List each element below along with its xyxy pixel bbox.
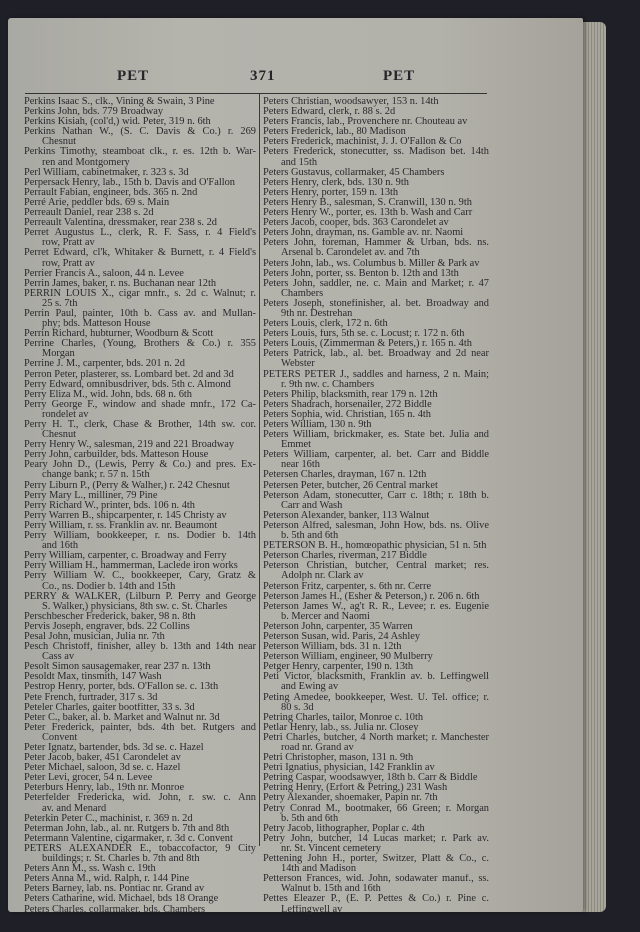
entry-continuation-line: Emmet [281, 440, 312, 451]
entry-continuation-line: 9th nr. Destrehan [281, 308, 353, 319]
directory-entry [24, 693, 256, 703]
entry-continuation-line: b. Mercer and Naomi [281, 611, 370, 622]
directory-entry [24, 743, 256, 753]
column-divider [259, 94, 260, 846]
entry-line: Peters Barney, lab. ns. Pontiac nr. Grand av [24, 884, 205, 895]
entry-line: Petring Caspar, woodsawyer, 18th b. Carr & Biddle [263, 773, 478, 784]
directory-entry [263, 793, 489, 803]
directory-entry [263, 168, 489, 178]
entry-continuation-line: Co., ns. Dodier b. 14th and 15th [42, 581, 176, 592]
entry-line: Perschbescher Frederick, baker, 98 n. 8th [24, 611, 196, 622]
entry-continuation-line: Morgan [42, 349, 75, 360]
directory-entry [24, 208, 256, 218]
entry-line: Pesal John, musician, Julia nr. 7th [24, 631, 165, 642]
entry-line: Peters Edward, clerk, r. 88 s. 2d [263, 107, 396, 118]
directory-entry [24, 783, 256, 793]
directory-entry [263, 127, 489, 137]
directory-entry [24, 329, 256, 339]
entry-line: Petry Jacob, lithographer, Poplar c. 4th [263, 823, 425, 834]
directory-entry [263, 400, 489, 410]
directory-entry [263, 662, 489, 672]
entry-line: Peterson William, engineer, 90 Mulberry [263, 652, 433, 663]
entry-line: Petri Christopher, mason, 131 n. 9th [263, 753, 414, 764]
directory-entry [24, 662, 256, 672]
entry-line: Perrin Paul, painter, 10th b. Cass av. and Mullan- [24, 308, 256, 319]
directory-entry [24, 248, 256, 268]
directory-entry [263, 481, 489, 491]
directory-entry [263, 834, 489, 854]
entry-line: Petry Conrad M., bootmaker, 66 Green; r. Morgan [263, 803, 489, 814]
directory-entry [263, 147, 489, 167]
entry-continuation-line: 14th and Madison [281, 864, 357, 875]
entry-line: Peti Victor, blacksmith, Franklin av. b. Leffingwell [263, 672, 489, 683]
entry-line: Perry William, carpenter, c. Broadway and Ferry [24, 551, 227, 562]
directory-entry [24, 218, 256, 228]
entry-line: Perrin Richard, hubturner, Woodburn & Scott [24, 329, 214, 340]
entry-line: Perkins John, bds. 779 Broadway [24, 107, 164, 118]
directory-entry [24, 824, 256, 834]
directory-entry [263, 773, 489, 783]
page-number: 371 [250, 68, 276, 84]
entry-line: Perry Edward, omnibusdriver, bds. 5th c. Almond [24, 379, 231, 390]
header-rule [25, 93, 487, 94]
directory-entry [263, 198, 489, 208]
entry-continuation-line: S. Walker,) physicians, 8th sw. c. St. Charles [42, 601, 228, 612]
directory-entry [24, 178, 256, 188]
directory-entry [24, 531, 256, 551]
entry-line: Petring Henry, (Erfort & Petring,) 231 Wash [263, 783, 448, 794]
entry-line: Peterson William, bds. 31 n. 12th [263, 642, 402, 653]
directory-entry [263, 763, 489, 773]
directory-entry [24, 450, 256, 460]
directory-entry [263, 299, 489, 319]
entry-line: Perreault Valentina, dressmaker, rear 238 s. 2d [24, 218, 217, 229]
entry-line: Peterson John, carpenter, 35 Warren [263, 621, 413, 632]
entry-continuation-line: phy; bds. Matteson House [42, 319, 151, 330]
entry-line: Perret Augustus L., clerk, R. F. Sass, r. 4 Field's [24, 228, 256, 239]
entry-line: Peter Michael, saloon, 3d se. c. Hazel [24, 763, 181, 774]
directory-entry [24, 289, 256, 309]
directory-entry [263, 430, 489, 450]
entry-continuation-line: Webster [281, 359, 315, 370]
directory-entry [263, 723, 489, 733]
entry-continuation-line: Chambers [281, 288, 324, 299]
directory-entry [263, 420, 489, 430]
directory-entry [24, 551, 256, 561]
directory-entry [24, 279, 256, 289]
entry-line: Perry William, r. ss. Franklin av. nr. Beaumont [24, 520, 218, 531]
entry-continuation-line: 25 s. 7th [42, 298, 78, 309]
directory-entry [24, 561, 256, 571]
directory-entry [263, 259, 489, 269]
header-left-word: PET [117, 68, 150, 84]
directory-entry [24, 501, 256, 511]
entry-line: Peter C., baker, al. b. Market and Walnut nr. 3d [24, 712, 220, 723]
directory-entry [263, 370, 489, 390]
directory-entry [263, 319, 489, 329]
directory-entry [263, 632, 489, 642]
entry-continuation-line: near 16th [281, 460, 320, 471]
entry-line: Perry Mary L., milliner, 79 Pine [24, 490, 158, 501]
entry-continuation-line: change bank; r. 57 n. 15th [42, 470, 150, 481]
directory-entry [24, 117, 256, 127]
entry-line: PETERS ALEXANDER E., tobaccofactor, 9 City [24, 843, 256, 854]
entry-line: Peterson Adam, stonecutter, Carr c. 18th; r. 18th b. [263, 490, 489, 501]
directory-entry [263, 804, 489, 824]
directory-entry [24, 622, 256, 632]
directory-entry [24, 723, 256, 743]
entry-line: PETERSON B. H., homœopathic physician, 51 n. 5th [263, 541, 487, 552]
directory-entry [263, 470, 489, 480]
entry-line: Petermann Valentine, cigarmaker, r. 3d c. Convent [24, 833, 233, 844]
directory-entry [24, 481, 256, 491]
directory-entry [263, 390, 489, 400]
entry-continuation-line: and Ewing av [281, 682, 339, 693]
entry-line: Peterburs Henry, lab., 19th nr. Monroe [24, 783, 185, 794]
directory-entry [263, 652, 489, 662]
directory-entry [263, 713, 489, 723]
directory-entry [24, 642, 256, 662]
directory-entry [24, 844, 256, 864]
entry-line: Perkins Nathan W., (S. C. Davis & Co.) r. 269 [24, 127, 256, 138]
entry-line: Peterson Susan, wid. Paris, 24 Ashley [263, 631, 421, 642]
directory-entry [24, 773, 256, 783]
entry-line: Peteler Charles, gaiter bootfitter, 33 s. 3d [24, 702, 195, 713]
entry-line: Peters Henry W., porter, es. 13th b. Wash and Carr [263, 208, 473, 219]
entry-line: Perreault Daniel, rear 238 s. 2d [24, 208, 154, 219]
directory-entry [24, 188, 256, 198]
entry-continuation-line: nr. St. Vincent cemetery [281, 843, 381, 854]
entry-continuation-line: b. 5th and 6th [281, 531, 339, 542]
entry-line: Petry John, butcher, 14 Lucas market; r. Park av. [263, 833, 489, 844]
directory-entry [24, 713, 256, 723]
entry-line: Peting Amedee, bookkeeper, West. U. Tel. office; r. [263, 692, 489, 703]
directory-entry [24, 753, 256, 763]
entry-line: Peters John, lab., ws. Columbus b. Miller & Park av [263, 258, 480, 269]
entry-line: Peters Henry B., salesman, S. Cranwill, 130 n. 9th [263, 197, 472, 208]
directory-entry [263, 894, 489, 914]
entry-continuation-line: Leffingwell av [281, 904, 343, 915]
entry-line: Perry H. T., clerk, Chase & Brother, 14th sw. cor. [24, 420, 256, 430]
directory-entry [263, 602, 489, 622]
entry-line: Perry William, bookkeeper, r. ns. Dodier b. 14th [24, 531, 256, 542]
right-column [263, 97, 489, 915]
entry-continuation-line: Chesnut [42, 137, 77, 148]
directory-entry [24, 703, 256, 713]
directory-entry [263, 117, 489, 127]
entry-continuation-line: rondelet av [42, 409, 89, 420]
entry-line: PERRY & WALKER, (Lilburn P. Perry and George [24, 591, 256, 602]
entry-line: Peters Shadrach, horsenailer, 272 Biddle [263, 399, 432, 410]
header-right-word: PET [383, 68, 416, 84]
directory-entry [24, 672, 256, 682]
directory-entry [24, 460, 256, 480]
entry-line: Pesoldt Max, tinsmith, 147 Wash [24, 672, 162, 683]
directory-entry [24, 511, 256, 521]
directory-entry [263, 208, 489, 218]
entry-line: Peters Sophia, wid. Christian, 165 n. 4th [263, 409, 431, 420]
entry-continuation-line: buildings; r. St. Charles b. 7th and 8th [42, 854, 200, 865]
entry-line: PERRIN LOUIS X., cigar mnfr., s. 2d c. Walnut; r. [24, 288, 256, 299]
directory-entry [24, 228, 256, 248]
entry-continuation-line: b. 5th and 6th [281, 813, 339, 824]
directory-entry [263, 178, 489, 188]
directory-entry [263, 269, 489, 279]
directory-entry [24, 834, 256, 844]
entry-line: Petry Alexander, shoemaker, Papin nr. 7th [263, 793, 438, 804]
entry-line: Pettening John H., porter, Switzer, Platt & Co., c. [263, 854, 489, 865]
entry-line: Peters Henry, clerk, bds. 130 n. 9th [263, 177, 409, 188]
entry-line: Peters John, foreman, Hammer & Urban, bds. ns. [263, 238, 489, 249]
entry-line: Perry William W. C., bookkeeper, Cary, Gratz & [24, 571, 256, 582]
directory-entry [24, 359, 256, 369]
directory-entry [24, 682, 256, 692]
directory-entry [24, 632, 256, 642]
entry-line: Peters Anna M., wid. Ralph, r. 144 Pine [24, 874, 190, 885]
left-column [24, 97, 256, 915]
directory-entry [263, 592, 489, 602]
directory-entry [263, 238, 489, 258]
directory-entry [24, 420, 256, 440]
entry-line: Peters John, drayman, ns. Gamble av. nr. Naomi [263, 228, 464, 239]
entry-line: Peterson James H., (Esher & Peterson,) r. 206 n. 6th [263, 591, 480, 602]
entry-line: Peters Louis, (Zimmerman & Peters,) r. 165 n. 4th [263, 339, 472, 350]
directory-entry [263, 218, 489, 228]
entry-line: Perry Liburn P., (Perry & Walher,) r. 242 Chesnut [24, 480, 230, 491]
directory-entry [24, 521, 256, 531]
entry-continuation-line: road nr. Grand av [281, 743, 354, 753]
entry-line: Perrine J. M., carpenter, bds. 201 n. 2d [24, 359, 185, 370]
entry-line: Perry Warren B., shipcarpenter, r. 145 Christy av [24, 510, 227, 521]
directory-entry [263, 783, 489, 793]
entry-line: Perry Richard W., printer, bds. 106 n. 4th [24, 500, 196, 511]
entry-line: Peters Francis, lab., Provenchere nr. Chouteau av [263, 117, 468, 128]
entry-line: Peters Catharine, wid. Michael, bds 18 Orange [24, 894, 219, 905]
entry-continuation-line: ren and Montgomery [42, 157, 130, 168]
entry-line: Perkins Kisiah, (col'd,) wid. Peter, 319 n. 6th [24, 117, 211, 128]
entry-line: Peter Jacob, baker, 451 Carondelet av [24, 753, 181, 764]
entry-line: Peters John, porter, ss. Benton b. 12th and 13th [263, 268, 459, 279]
directory-entry [263, 824, 489, 834]
directory-entry [24, 592, 256, 612]
entry-line: Perrault Fabian, engineer, bds. 365 n. 2nd [24, 187, 198, 198]
directory-entry [263, 339, 489, 349]
directory-entry [263, 561, 489, 581]
entry-line: Perry William H., hammerman, Laclede iron works [24, 561, 238, 572]
directory-entry [24, 400, 256, 420]
entry-line: Pete French, furtrader, 317 s. 3d [24, 692, 158, 703]
directory-entry [24, 612, 256, 622]
entry-line: Peter Ignatz, bartender, bds. 3d se. c. Hazel [24, 743, 204, 753]
entry-line: Peterman John, lab., al. nr. Rutgers b. 7th and 8th [24, 823, 230, 834]
directory-entry [24, 147, 256, 167]
entry-line: Peters William, brickmaker, es. State bet. Julia and [263, 430, 489, 441]
entry-line: Perkins Isaac S., clk., Vining & Swain, 3 Pine [24, 97, 215, 107]
directory-entry [24, 127, 256, 147]
entry-continuation-line: Carr and Wash [281, 500, 343, 511]
directory-entry [263, 551, 489, 561]
entry-line: Peter Frederick, painter, bds. 4th bet. Rutgers and [24, 722, 256, 733]
entry-line: PETERS PETER J., saddles and harness, 2 n. Main; [263, 369, 489, 380]
entry-line: Perkins Timothy, steamboat clk., r. es. 12th b. War- [24, 147, 256, 158]
entry-line: Peter Levi, grocer, 54 n. Levee [24, 773, 153, 784]
entry-line: Peters Patrick, lab., al. bet. Broadway and 2d near [263, 349, 489, 360]
entry-line: Petger Henry, carpenter, 190 n. 13th [263, 662, 414, 673]
entry-line: Peterson James W., ag't R. R., Levee; r. es. Eugenie [263, 601, 489, 612]
entry-line: Pervis Joseph, engraver, bds. 22 Collins [24, 621, 190, 632]
entry-continuation-line: Adolph nr. Clark av [281, 571, 364, 582]
directory-entry [263, 279, 489, 299]
entry-line: Pettes Eleazer P., (E. P. Pettes & Co.) r. Pine c. [263, 894, 489, 905]
directory-entry [24, 390, 256, 400]
entry-line: Peterson Fritz, carpenter, s. 6th nr. Cerre [263, 581, 432, 592]
directory-entry [263, 410, 489, 420]
directory-entry [263, 511, 489, 521]
directory-entry [263, 521, 489, 541]
directory-entry [263, 733, 489, 753]
entry-line: Peterson Christian, butcher, Central market; res. [263, 561, 489, 572]
directory-entry [24, 874, 256, 884]
directory-entry [24, 380, 256, 390]
entry-line: Perl William, cabinetmaker, r. 323 s. 3d [24, 167, 189, 178]
entry-line: Pesolt Simon sausagemaker, rear 237 n. 13th [24, 662, 211, 673]
directory-entry [263, 329, 489, 339]
entry-line: Pestrop Henry, porter, bds. O'Fallon se. c. 13th [24, 682, 219, 693]
entry-line: Petri Ignatius, physician, 142 Franklin av [263, 763, 435, 774]
directory-entry [263, 97, 489, 107]
directory-entry [263, 874, 489, 894]
directory-entry [263, 642, 489, 652]
directory-entry [24, 440, 256, 450]
entry-line: Perry Eliza M., wid. John, bds. 68 n. 6th [24, 389, 192, 400]
entry-line: Perry John, carbuilder, bds. Matteson House [24, 450, 209, 461]
entry-continuation-line: row, Pratt av [42, 258, 95, 269]
entry-line: Perron Peter, plasterer, ss. Lombard bet. 2d and 3d [24, 369, 234, 380]
entry-continuation-line: and 15th [281, 157, 318, 168]
directory-entry [24, 894, 256, 904]
entry-continuation-line: Walnut b. 15th and 16th [281, 884, 381, 895]
entry-line: Peters Philip, blacksmith, rear 179 n. 12th [263, 389, 438, 400]
entry-line: Petring Charles, tailor, Monroe c. 10th [263, 712, 424, 723]
entry-line: Peters Joseph, stonefinisher, al. bet. Broadway and [263, 298, 489, 309]
entry-continuation-line: Chesnut [42, 430, 77, 441]
entry-line: Peters Ann M., ss. Wash c. 19th [24, 864, 156, 875]
entry-line: Peterson Charles, riverman, 217 Biddle [263, 551, 427, 562]
directory-entry [24, 864, 256, 874]
entry-line: Peters Frederick, lab., 80 Madison [263, 127, 406, 138]
directory-entry [263, 228, 489, 238]
directory-entry [24, 269, 256, 279]
entry-line: Peterson Alfred, salesman, John How, bds. ns. Olive [263, 520, 489, 531]
entry-continuation-line: 80 s. 3d [281, 702, 314, 713]
directory-entry [24, 571, 256, 591]
entry-continuation-line: row, Pratt av [42, 238, 95, 249]
directory-entry [24, 884, 256, 894]
directory-entry [263, 137, 489, 147]
entry-line: Peters Charles, collarmaker, bds. Chambers [24, 904, 206, 915]
entry-line: Peters Henry, porter, 159 n. 13th [263, 187, 399, 198]
directory-entry [24, 905, 256, 915]
entry-line: Perry George F., window and shade mnfr., 172 Ca- [24, 399, 256, 410]
entry-line: Petri Charles, butcher, 4 North market; r. Manchester [263, 732, 489, 743]
directory-entry [263, 693, 489, 713]
entry-continuation-line: Cass av [42, 652, 75, 663]
entry-line: Perret Edward, cl'k, Whitaker & Burnett, r. 4 Field's [24, 248, 256, 259]
entry-line: Peters Jacob, cooper, bds. 363 Carondelet av [263, 218, 449, 229]
entry-line: Pesch Christoff, finisher, alley b. 13th and 14th near [24, 642, 256, 653]
entry-continuation-line: av. and Menard [42, 803, 107, 814]
entry-line: Peterkin Peter C., machinist, r. 369 n. 2d [24, 813, 193, 824]
entry-line: Peters Gustavus, collarmaker, 45 Chambers [263, 167, 445, 178]
entry-line: Peterfelder Fredericka, wid. John, r. sw. c. Ann [24, 793, 256, 804]
entry-continuation-line: r. 9th nw. c. Chambers [281, 379, 375, 390]
entry-line: Perré Arie, peddler bds. 69 s. Main [24, 197, 170, 208]
entry-continuation-line: Arsenal b. Carondelet av. and 7th [281, 248, 420, 259]
directory-entry [24, 814, 256, 824]
directory-entry [263, 188, 489, 198]
directory-entry [24, 339, 256, 359]
entry-line: Perrine Charles, (Young, Brothers & Co.) r. 355 [24, 339, 256, 350]
entry-line: Peterson Alexander, banker, 113 Walnut [263, 510, 430, 521]
directory-entry [263, 854, 489, 874]
entry-line: Petterson Frances, wid. John, sodawater manuf., ss. [263, 874, 489, 885]
entry-line: Perrier Francis A., saloon, 44 n. Levee [24, 268, 184, 279]
directory-entry [263, 622, 489, 632]
directory-entry [24, 793, 256, 813]
directory-entry [263, 672, 489, 692]
directory-entry [263, 450, 489, 470]
directory-entry [24, 97, 256, 107]
entry-line: Peters Louis, clerk, 172 n. 6th [263, 319, 388, 330]
entry-line: Peters William, 130 n. 9th [263, 420, 372, 430]
entry-line: Peters Christian, woodsawyer, 153 n. 14th [263, 97, 439, 107]
entry-line: Perrin James, baker, r. ns. Buchanan near 12th [24, 278, 217, 289]
directory-entry [24, 491, 256, 501]
entry-line: Peters Frederick, machinist, J. J. O'Fallon & Co [263, 137, 462, 148]
directory-entry [24, 763, 256, 773]
directory-entry [263, 582, 489, 592]
entry-line: Perry Henry W., salesman, 219 and 221 Broadway [24, 440, 235, 451]
entry-line: Petersen Charles, drayman, 167 n. 12th [263, 470, 427, 481]
directory-entry [24, 309, 256, 329]
entry-line: Perpersack Henry, lab., 15th b. Davis and O'Fallon [24, 177, 235, 188]
entry-line: Peters Louis, furs, 5th se. c. Locust; r. 172 n. 6th [263, 329, 465, 340]
entry-line: Peters Frederick, stonecutter, ss. Madison bet. 14th [263, 147, 489, 158]
directory-entry [263, 107, 489, 117]
entry-line: Peary John D., (Lewis, Perry & Co.) and pres. Ex- [24, 460, 256, 471]
entry-line: Peters William, carpenter, al. bet. Carr and Biddle [263, 450, 489, 461]
directory-entry [263, 349, 489, 369]
entry-line: Petersen Peter, butcher, 26 Central market [263, 480, 438, 491]
directory-entry [263, 753, 489, 763]
directory-entry [263, 491, 489, 511]
entry-continuation-line: Convent [42, 732, 78, 743]
directory-entry [24, 370, 256, 380]
directory-entry [24, 168, 256, 178]
directory-entry [24, 107, 256, 117]
directory-entry [24, 198, 256, 208]
entry-line: Petlar Henry, lab., ss. Julia nr. Closey [263, 722, 419, 733]
entry-line: Peters John, saddler, ne. c. Main and Market; r. 47 [263, 278, 489, 289]
entry-continuation-line: and 16th [42, 541, 79, 552]
directory-entry [263, 541, 489, 551]
